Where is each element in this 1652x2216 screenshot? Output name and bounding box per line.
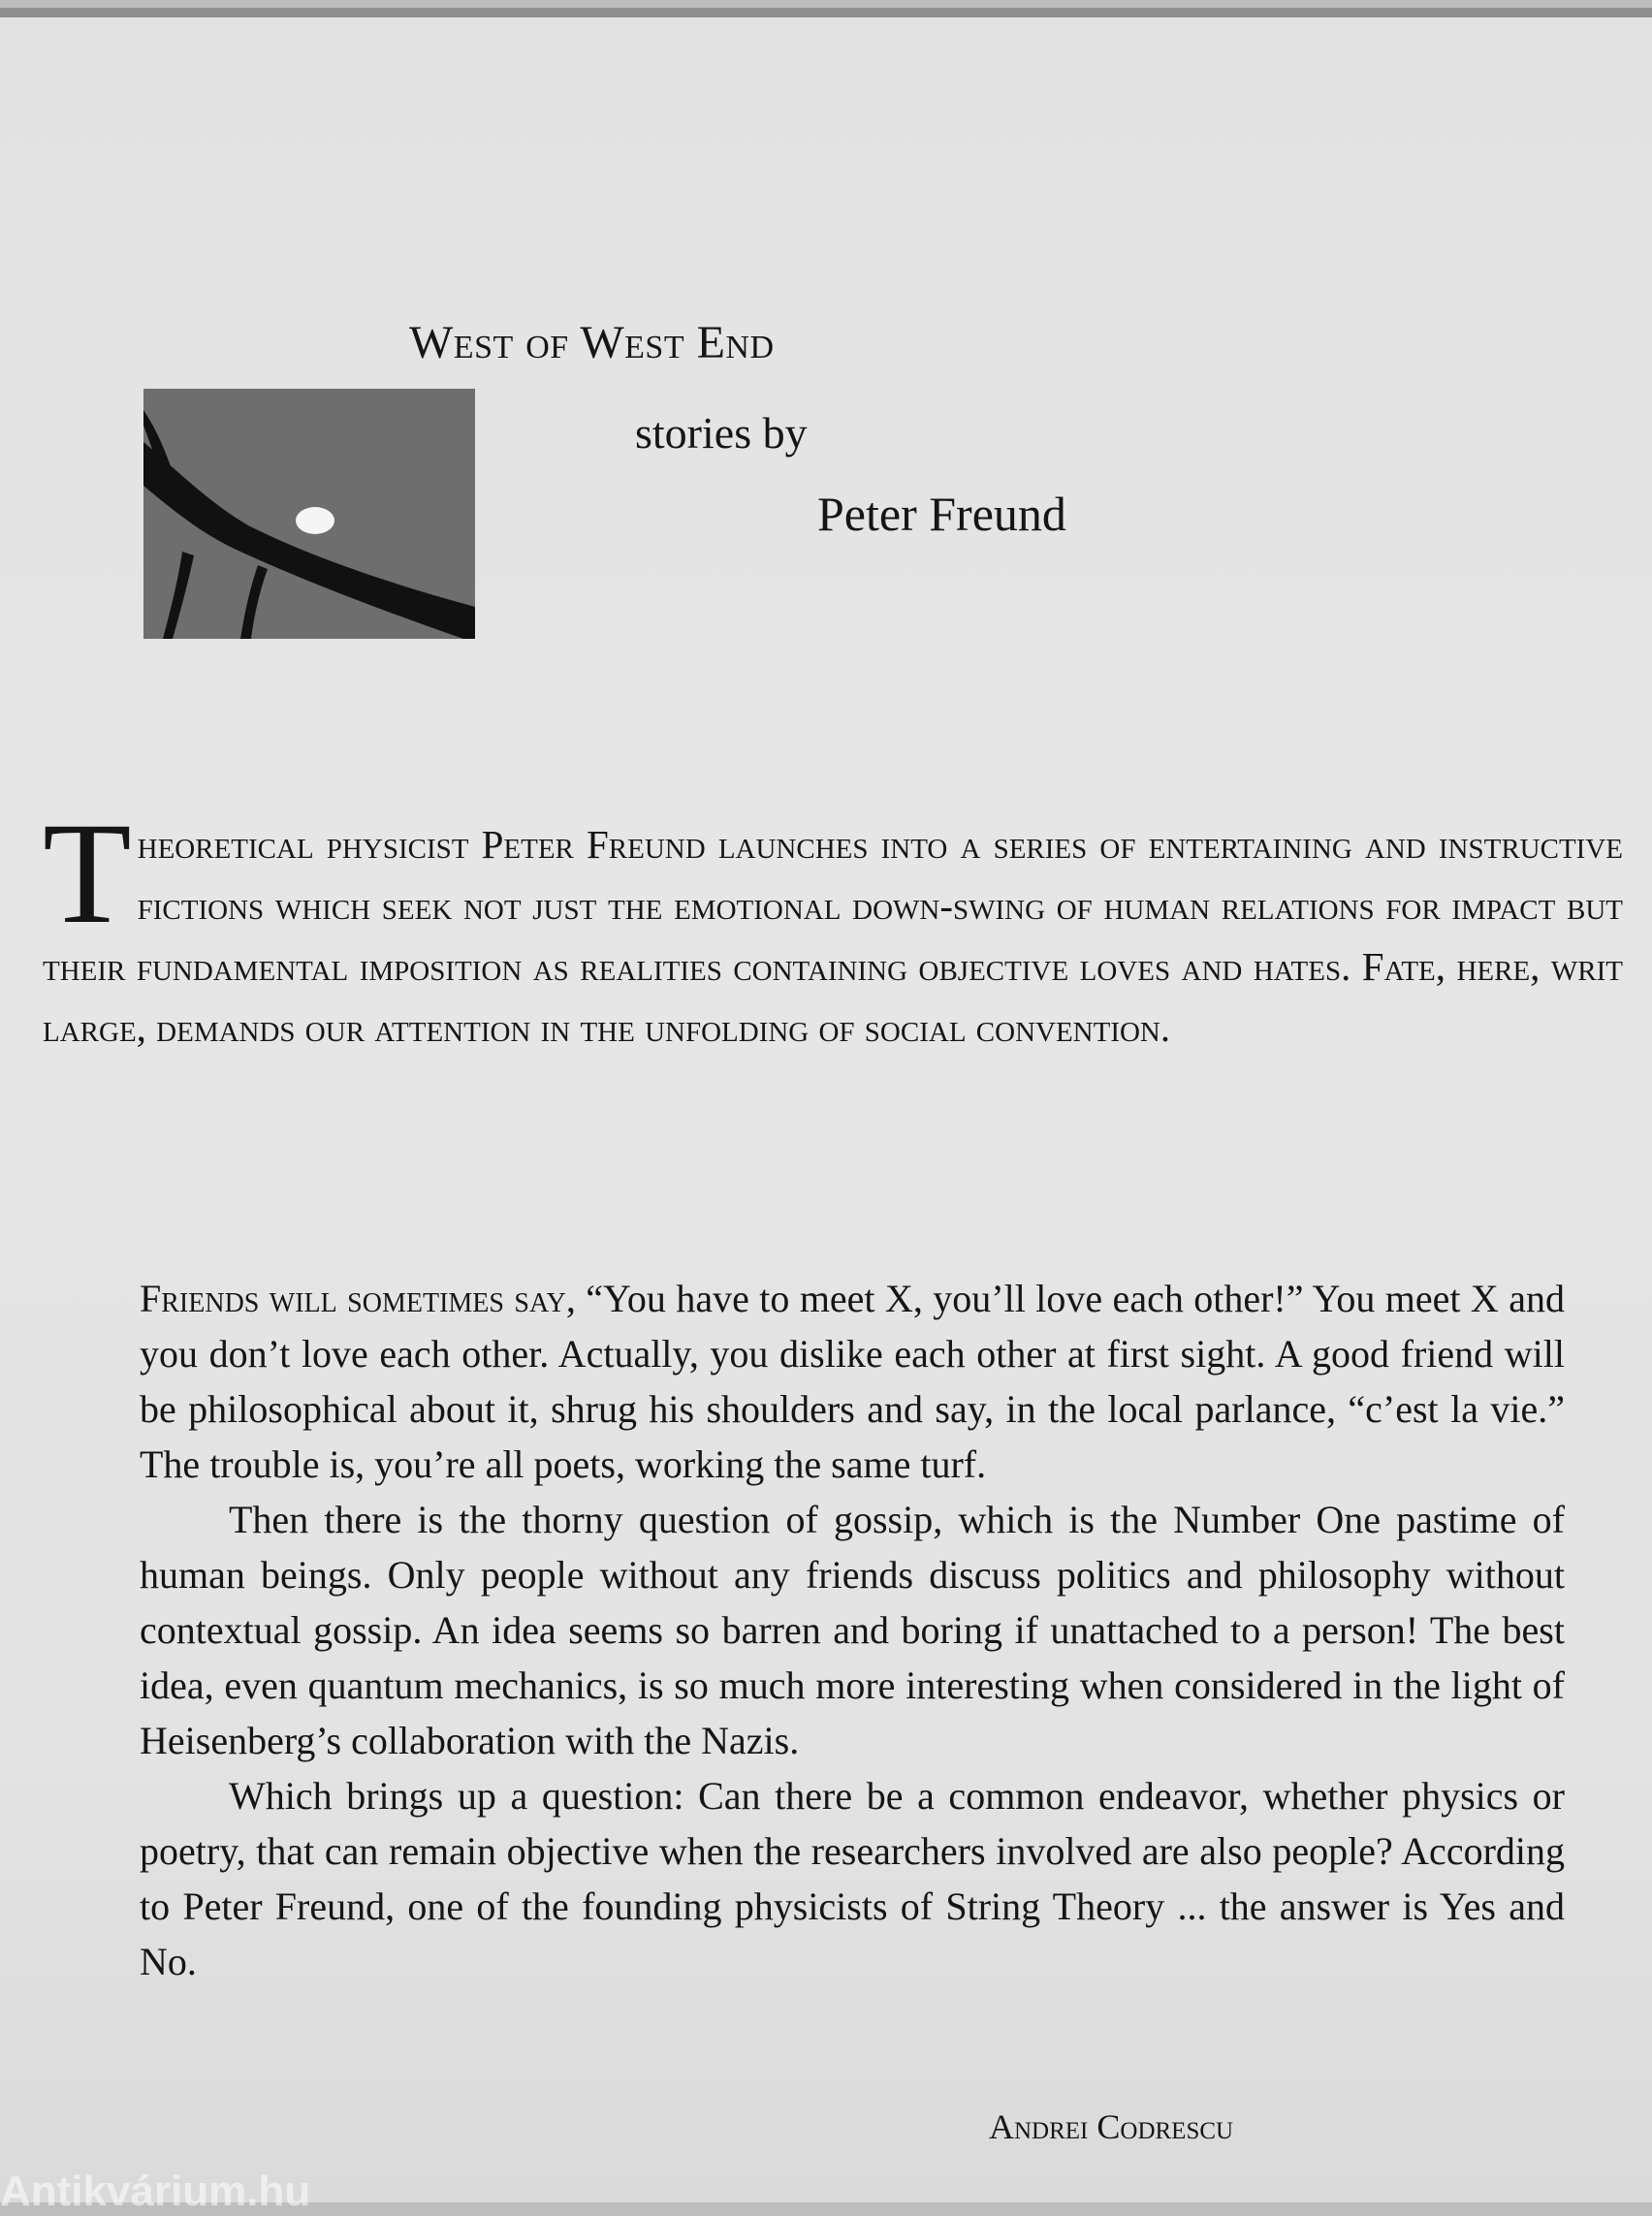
book-subtitle: stories by [635,408,808,458]
endorsement-quote [140,1271,1565,1989]
publisher-blurb [43,793,1623,1059]
moon-branch-photo [143,389,475,639]
blurb-drop-cap: T [43,793,132,954]
quote-paragraph-1-text: “You have to meet X, you’ll love each other!” You meet X and you don’t love each other. Actually, you dislike each other at first sight. A good friend will be philosophical about it, shrug his shoulders and say, in the local parlance, “c’est la vie.” The trouble is, you’re all poets, working the same turf. [140,1277,1565,1486]
watermark: Antikvárium.hu [0,2168,311,2215]
quote-paragraph-1 [140,1271,1565,1492]
quote-paragraph-2: Then there is the thorny question of gossip, which is the Number One pastime of human beings. Only people without any friends discuss politics and philosophy without contextual gossip. An idea seems so barren and boring if unattached to a person! The best idea, even quantum mechanics, is so much more interesting when considered in the light of Heisenberg’s collaboration with the Nazis. [140,1498,1565,1762]
top-edge-strip [0,8,1652,17]
quote-paragraph-3: Which brings up a question: Can there be a common endeavor, whether physics or poetry, that can remain objective when the researchers involved are also people? According to Peter Freund, one of the founding physicists of String Theory ... the answer is Yes and No. [140,1774,1565,1983]
blurb-text: heoretical physicist Peter Freund launches into a series of entertaining and instructive fictions which seek not just the emotional down-swing of human relations for impact but their fundamental imposition as realities containing objective loves and hates. Fate, here, writ large, demands our attention in the unfolding of social convention. [43,822,1623,1050]
quote-attribution: Andrei Codrescu [989,2107,1234,2146]
photo-moon [296,507,334,534]
quote-lead-in: Friends will sometimes say, [140,1277,576,1320]
book-title: West of West End [409,317,775,368]
book-back-cover [0,8,1652,2202]
book-author: Peter Freund [817,487,1066,541]
